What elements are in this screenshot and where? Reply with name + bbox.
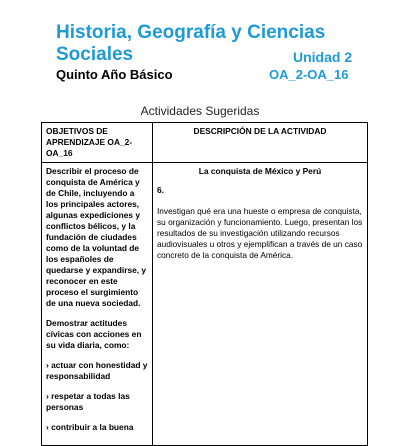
activity-number: 6.: [157, 185, 164, 195]
objectives-header: OBJETIVOS DE APRENDIZAJE OA_2-OA_16: [42, 123, 153, 163]
table-header-row: [42, 123, 368, 163]
oa-range: OA_2-OA_16: [269, 67, 349, 82]
objective-item: › respetar a todas las personas: [46, 391, 130, 412]
objective-item: › actuar con honestidad y responsabilidad: [46, 360, 148, 381]
objectives-cell: [42, 163, 153, 446]
description-cell: [153, 163, 368, 446]
activity-title: La conquista de México y Perú: [198, 166, 322, 176]
document-title: Historia, Geografía y Ciencias Sociales: [56, 22, 326, 65]
objective-item: Describir el proceso de conquista de América y de Chile, incluyendo a los principales actores, algunas expediciones y conflictos bélicos, y la fundación de ciudades como de la voluntad de los españoles de quedarse y expandirse, y reconocer en este proceso el surgimiento de una nueva sociedad.: [46, 166, 147, 308]
activity-description: Investigan qué era una hueste o empresa de conquista, su organización y funcionamiento. Luego, presentan los resultados de su investigación utilizando recursos audiovisuales u otros y ejemplifican a través de un caso concreto de la conquista de América.: [157, 206, 363, 260]
table-row: [42, 163, 368, 446]
objective-item: › contribuir a la buena: [46, 422, 134, 432]
activities-table: [41, 122, 368, 446]
section-title: Actividades Sugeridas: [140, 104, 260, 118]
unit-label: Unidad 2: [293, 49, 353, 65]
grade-level: Quinto Año Básico: [56, 67, 173, 82]
description-header: DESCRIPCIÓN DE LA ACTIVIDAD: [153, 123, 368, 163]
objective-item: Demostrar actitudes cívicas con acciones en su vida diaria, como:: [46, 318, 142, 350]
